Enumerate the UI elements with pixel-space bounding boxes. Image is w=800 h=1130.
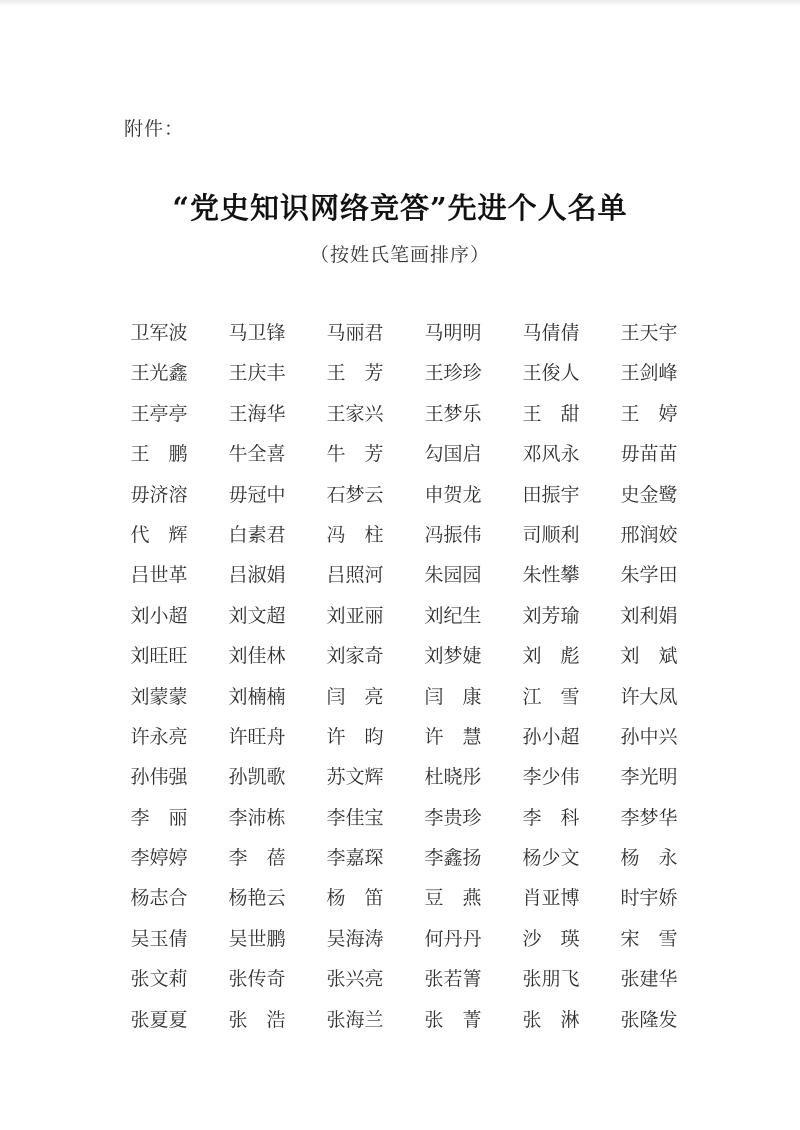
name-item: 马明明 [424,322,482,344]
name-item: 刘梦婕 [424,645,482,668]
name-item: 沙 瑛 [522,927,580,950]
attachment-label: 附件： [124,118,185,140]
name-item: 白素君 [228,523,286,546]
name-item: 许永亮 [130,725,188,748]
name-item: 张若箐 [424,968,482,991]
name-item: 田振宇 [522,483,580,506]
name-item: 史金鹭 [620,483,678,506]
name-item: 张 菁 [424,1008,482,1031]
name-item: 邢润姣 [620,523,678,546]
name-item: 王 芳 [326,362,384,385]
name-item: 张朋飞 [522,968,580,991]
name-item: 勾国启 [424,443,482,466]
name-item: 李婷婷 [130,847,188,870]
name-item: 刘文超 [228,604,286,627]
name-item: 李光明 [620,766,678,789]
document-title: “党史知识网络竞答”先进个人名单 [172,191,628,225]
name-item: 刘旺旺 [130,645,188,668]
name-item: 吕照河 [326,564,384,587]
name-item: 王 鹏 [130,443,188,466]
name-item: 孙凯歌 [228,766,286,789]
name-item: 李 蓓 [228,847,286,870]
name-item: 江 雪 [522,685,580,708]
name-item: 朱学田 [620,564,678,587]
name-item: 冯振伟 [424,523,482,546]
name-item: 王梦乐 [424,402,482,425]
name-item: 李沛栋 [228,806,286,829]
name-item: 王光鑫 [130,362,188,385]
name-item: 王剑峰 [620,362,678,385]
name-item: 刘利娟 [620,604,678,627]
name-item: 刘亚丽 [326,604,384,627]
name-item: 王亭亭 [130,402,188,425]
name-item: 宋 雪 [620,927,678,950]
name-item: 孙伟强 [130,766,188,789]
name-item: 张传奇 [228,968,286,991]
name-item: 吴海涛 [326,927,384,950]
name-item: 毋济溶 [130,483,188,506]
name-item: 许大凤 [620,685,678,708]
name-item: 李梦华 [620,806,678,829]
name-item: 许旺舟 [228,725,286,748]
name-item: 王海华 [228,402,286,425]
name-item: 孙中兴 [620,725,678,748]
name-item: 杨 笛 [326,887,384,910]
name-item: 申贺龙 [424,483,482,506]
name-item: 杨艳云 [228,887,286,910]
name-item: 张 淋 [522,1008,580,1031]
name-list [110,313,700,1040]
page-edge-shadow [0,0,800,6]
name-item: 王天宇 [620,322,678,344]
name-item: 杨志合 [130,887,188,910]
name-item: 刘小超 [130,604,188,627]
name-item: 代 辉 [130,523,188,546]
name-item: 李贵珍 [424,806,482,829]
name-item: 石梦云 [326,483,384,506]
name-item: 吴玉倩 [130,927,188,950]
name-item: 李嘉琛 [326,847,384,870]
name-item: 王庆丰 [228,362,286,385]
name-item: 吕世革 [130,564,188,587]
name-item: 苏文辉 [326,766,384,789]
name-item: 司顺利 [522,523,580,546]
name-item: 刘 斌 [620,645,678,668]
name-item: 毋苗苗 [620,443,678,466]
name-item: 朱性攀 [522,564,580,587]
name-item: 李鑫扬 [424,847,482,870]
name-item: 杜晓彤 [424,766,482,789]
name-item: 刘芳瑜 [522,604,580,627]
name-item: 邓风永 [522,443,580,466]
name-item: 牛 芳 [326,443,384,466]
name-item: 闫 康 [424,685,482,708]
name-item: 肖亚博 [522,887,580,910]
name-item: 时宇娇 [620,887,678,910]
name-item: 张兴亮 [326,968,384,991]
name-item: 杨 永 [620,847,678,870]
name-item: 李少伟 [522,766,580,789]
name-item: 张海兰 [326,1008,384,1031]
name-item: 何丹丹 [424,927,482,950]
name-item: 王家兴 [326,402,384,425]
name-item: 刘纪生 [424,604,482,627]
name-item: 冯 柱 [326,523,384,546]
name-item: 刘佳林 [228,645,286,668]
name-item: 张 浩 [228,1008,286,1031]
name-item: 李佳宝 [326,806,384,829]
name-item: 张隆发 [620,1008,678,1031]
name-item: 孙小超 [522,725,580,748]
name-item: 豆 燕 [424,887,482,910]
name-item: 马丽君 [326,322,384,344]
name-item: 马卫锋 [228,322,286,344]
name-item: 卫军波 [130,322,188,344]
name-item: 马倩倩 [522,322,580,344]
name-item: 王俊人 [522,362,580,385]
name-item: 朱园园 [424,564,482,587]
name-item: 许 慧 [424,725,482,748]
name-item: 刘家奇 [326,645,384,668]
name-item: 张文莉 [130,968,188,991]
name-item: 毋冠中 [228,483,286,506]
name-item: 许 昀 [326,725,384,748]
name-item: 杨少文 [522,847,580,870]
name-item: 王 甜 [522,402,580,425]
name-item: 李 丽 [130,806,188,829]
name-item: 张建华 [620,968,678,991]
name-item: 刘楠楠 [228,685,286,708]
name-item: 王 婷 [620,402,678,425]
name-item: 闫 亮 [326,685,384,708]
name-item: 吕淑娟 [228,564,286,587]
document-subtitle: （按姓氏笔画排序） [309,244,490,266]
name-item: 张夏夏 [130,1008,188,1031]
name-item: 李 科 [522,806,580,829]
name-item: 刘 彪 [522,645,580,668]
name-item: 吴世鹏 [228,927,286,950]
name-item: 王珍珍 [424,362,482,385]
name-item: 刘蒙蒙 [130,685,188,708]
name-item: 牛全喜 [228,443,286,466]
